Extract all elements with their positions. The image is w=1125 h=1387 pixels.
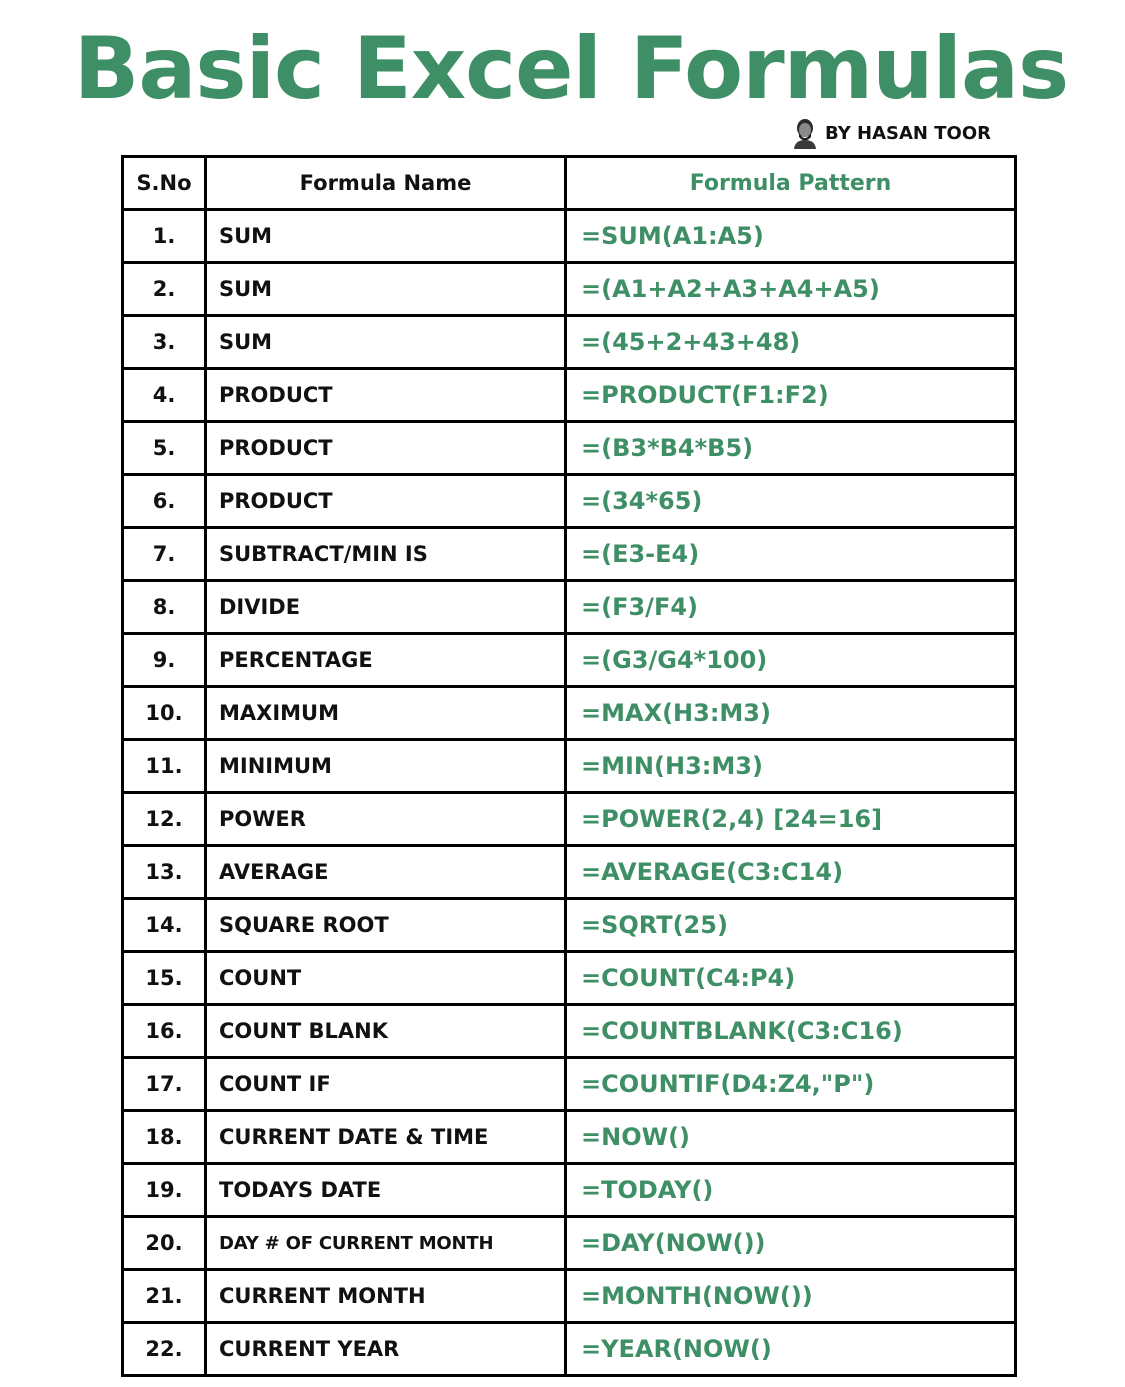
row-formula-pattern: =TODAY() <box>567 1165 1014 1215</box>
row-formula-name: CURRENT DATE & TIME <box>207 1112 564 1162</box>
row-formula-pattern: =(G3/G4*100) <box>567 635 1014 685</box>
table-row <box>124 529 1014 582</box>
row-sno: 15. <box>124 953 204 1003</box>
row-formula-name: SUM <box>207 264 564 314</box>
row-formula-name: PRODUCT <box>207 423 564 473</box>
row-sno: 14. <box>124 900 204 950</box>
row-formula-pattern: =MONTH(NOW()) <box>567 1271 1014 1321</box>
row-formula-pattern: =NOW() <box>567 1112 1014 1162</box>
header-formula-name: Formula Name <box>207 158 564 208</box>
row-formula-name: SQUARE ROOT <box>207 900 564 950</box>
row-formula-name: SUBTRACT/MIN IS <box>207 529 564 579</box>
row-sno: 1. <box>124 211 204 261</box>
row-formula-pattern: =SUM(A1:A5) <box>567 211 1014 261</box>
row-formula-pattern: =DAY(NOW()) <box>567 1218 1014 1268</box>
row-sno: 7. <box>124 529 204 579</box>
row-formula-name: CURRENT YEAR <box>207 1324 564 1374</box>
row-sno: 19. <box>124 1165 204 1215</box>
row-formula-name: MAXIMUM <box>207 688 564 738</box>
table-row <box>124 847 1014 900</box>
table-row <box>124 370 1014 423</box>
header-formula-pattern: Formula Pattern <box>567 158 1014 208</box>
table-row <box>124 794 1014 847</box>
row-sno: 2. <box>124 264 204 314</box>
table-row <box>124 741 1014 794</box>
table-row <box>124 476 1014 529</box>
row-formula-name: PRODUCT <box>207 476 564 526</box>
table-row <box>124 1006 1014 1059</box>
author-byline <box>791 116 991 150</box>
row-formula-pattern: =(B3*B4*B5) <box>567 423 1014 473</box>
row-formula-name: PERCENTAGE <box>207 635 564 685</box>
row-formula-name: TODAYS DATE <box>207 1165 564 1215</box>
row-sno: 3. <box>124 317 204 367</box>
row-formula-name: SUM <box>207 317 564 367</box>
table-row <box>124 211 1014 264</box>
table-row <box>124 688 1014 741</box>
row-formula-name: PRODUCT <box>207 370 564 420</box>
row-formula-pattern: =(34*65) <box>567 476 1014 526</box>
header-sno: S.No <box>124 158 204 208</box>
table-row <box>124 1218 1014 1271</box>
row-sno: 13. <box>124 847 204 897</box>
table-row <box>124 423 1014 476</box>
table-row <box>124 317 1014 370</box>
byline-text: BY HASAN TOOR <box>825 122 991 144</box>
row-formula-pattern: =COUNTBLANK(C3:C16) <box>567 1006 1014 1056</box>
table-row <box>124 1059 1014 1112</box>
table-row <box>124 264 1014 317</box>
row-sno: 21. <box>124 1271 204 1321</box>
table-row <box>124 1324 1014 1374</box>
row-sno: 9. <box>124 635 204 685</box>
table-row <box>124 582 1014 635</box>
table-row <box>124 635 1014 688</box>
row-sno: 8. <box>124 582 204 632</box>
page-title: Basic Excel Formulas <box>73 19 1069 119</box>
row-sno: 12. <box>124 794 204 844</box>
row-formula-name: POWER <box>207 794 564 844</box>
row-sno: 20. <box>124 1218 204 1268</box>
row-formula-pattern: =(F3/F4) <box>567 582 1014 632</box>
row-sno: 22. <box>124 1324 204 1374</box>
row-formula-pattern: =COUNTIF(D4:Z4,"P") <box>567 1059 1014 1109</box>
row-formula-name: AVERAGE <box>207 847 564 897</box>
row-sno: 16. <box>124 1006 204 1056</box>
author-avatar-icon <box>791 117 819 149</box>
row-sno: 18. <box>124 1112 204 1162</box>
row-formula-pattern: =POWER(2,4) [24=16] <box>567 794 1014 844</box>
row-formula-pattern: =SQRT(25) <box>567 900 1014 950</box>
row-formula-name: COUNT <box>207 953 564 1003</box>
row-formula-name: DIVIDE <box>207 582 564 632</box>
row-formula-pattern: =MAX(H3:M3) <box>567 688 1014 738</box>
row-sno: 17. <box>124 1059 204 1109</box>
row-formula-pattern: =MIN(H3:M3) <box>567 741 1014 791</box>
table-row <box>124 953 1014 1006</box>
row-sno: 5. <box>124 423 204 473</box>
formulas-table <box>121 155 1017 1377</box>
row-formula-pattern: =(E3-E4) <box>567 529 1014 579</box>
row-formula-pattern: =PRODUCT(F1:F2) <box>567 370 1014 420</box>
row-sno: 11. <box>124 741 204 791</box>
row-formula-name: DAY # OF CURRENT MONTH <box>207 1218 564 1268</box>
row-formula-name: MINIMUM <box>207 741 564 791</box>
table-row <box>124 1112 1014 1165</box>
row-formula-pattern: =(A1+A2+A3+A4+A5) <box>567 264 1014 314</box>
table-row <box>124 900 1014 953</box>
row-formula-pattern: =YEAR(NOW() <box>567 1324 1014 1374</box>
table-row <box>124 1271 1014 1324</box>
row-formula-pattern: =COUNT(C4:P4) <box>567 953 1014 1003</box>
row-formula-name: COUNT IF <box>207 1059 564 1109</box>
row-formula-pattern: =AVERAGE(C3:C14) <box>567 847 1014 897</box>
table-row <box>124 1165 1014 1218</box>
row-formula-pattern: =(45+2+43+48) <box>567 317 1014 367</box>
row-formula-name: SUM <box>207 211 564 261</box>
row-formula-name: CURRENT MONTH <box>207 1271 564 1321</box>
row-sno: 4. <box>124 370 204 420</box>
row-sno: 6. <box>124 476 204 526</box>
row-sno: 10. <box>124 688 204 738</box>
row-formula-name: COUNT BLANK <box>207 1006 564 1056</box>
table-header-row <box>124 158 1014 211</box>
